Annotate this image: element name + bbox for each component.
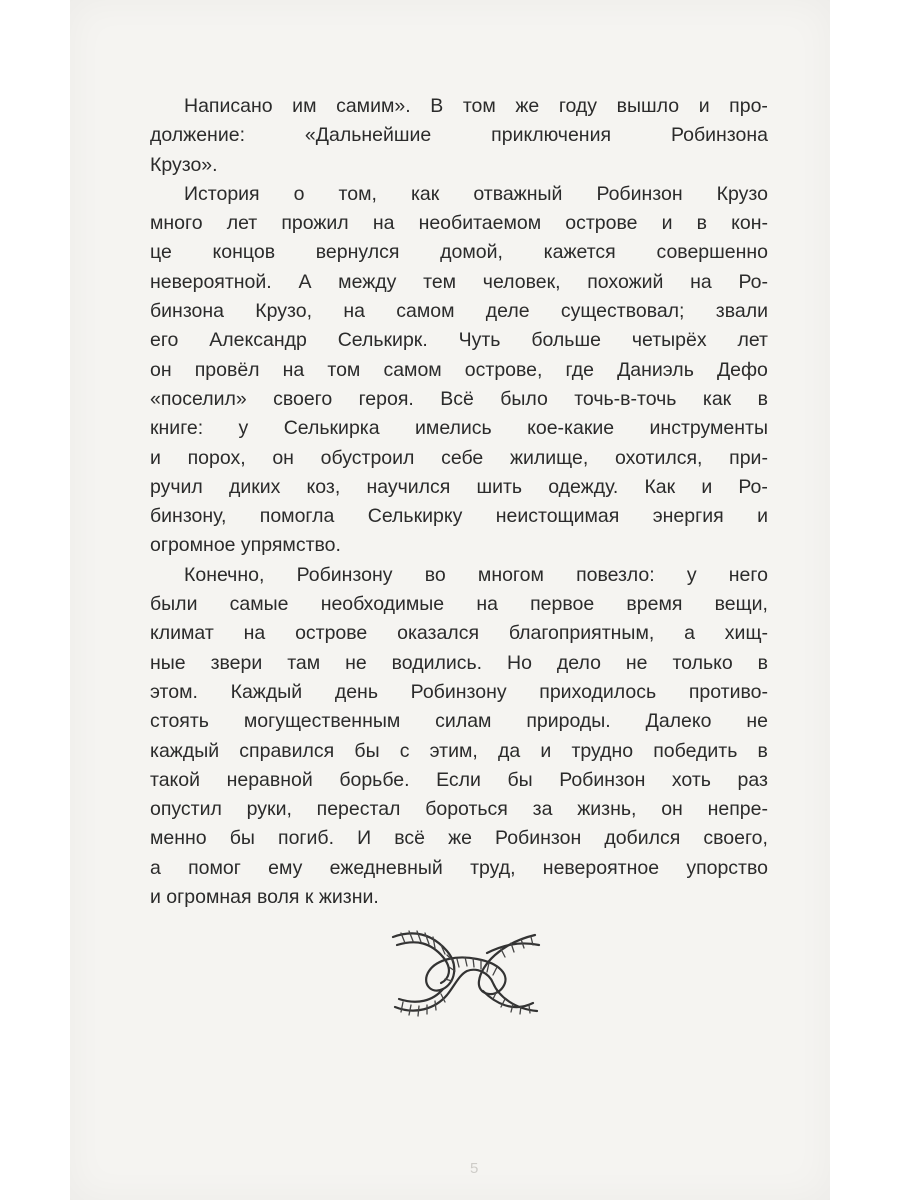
main-text <box>150 92 768 912</box>
text-line: климат на острове оказался благоприятным, а хищ- <box>150 622 768 645</box>
text-line: такой неравной борьбе. Если бы Робинзон хоть раз <box>150 768 768 791</box>
text-line: Крузо». <box>150 153 218 176</box>
text-line: бинзона Крузо, на самом деле существовал; звали <box>150 300 768 323</box>
text-line: и огромная воля к жизни. <box>150 886 379 909</box>
text-line: менно бы погиб. И всё же Робинзон добился своего, <box>150 827 768 850</box>
text-line: огромное упрямство. <box>150 534 341 557</box>
text-line: Написано им самим». В том же году вышло и про- <box>184 95 768 117</box>
text-line: це концов вернулся домой, кажется совершенно <box>150 241 768 264</box>
text-line: этом. Каждый день Робинзону приходилось противо- <box>150 680 768 703</box>
text-line: «поселил» своего героя. Всё было точь-в-точь как в <box>150 387 768 410</box>
page-number: 5 <box>470 1160 479 1177</box>
text-line: стоять могущественным силам природы. Далеко не <box>150 710 768 733</box>
text-line: опустил руки, перестал бороться за жизнь, он непре- <box>150 798 768 821</box>
text-line: его Александр Селькирк. Чуть больше четырёх лет <box>150 329 768 352</box>
text-line: были самые необходимые на первое время вещи, <box>150 593 768 616</box>
text-line: а помог ему ежедневный труд, невероятное упорство <box>150 856 768 879</box>
rope-knot-icon <box>385 925 545 1020</box>
text-line: много лет прожил на необитаемом острове и в кон- <box>150 212 768 235</box>
text-line: книге: у Селькирка имелись кое-какие инструменты <box>150 417 768 440</box>
text-line: каждый справился бы с этим, да и трудно победить в <box>150 739 768 762</box>
text-line: бинзону, помогла Селькирку неистощимая энергия и <box>150 505 768 528</box>
text-line: он провёл на том самом острове, где Даниэль Дефо <box>150 358 768 381</box>
text-line: невероятной. А между тем человек, похожий на Ро- <box>150 270 768 293</box>
text-line: и порох, он обустроил себе жилище, охотился, при- <box>150 446 768 469</box>
text-line: ные звери там не водились. Но дело не только в <box>150 651 768 674</box>
text-line: ручил диких коз, научился шить одежду. Как и Ро- <box>150 475 768 498</box>
text-line: должение: «Дальнейшие приключения Робинзона <box>150 124 768 147</box>
text-line: Конечно, Робинзону во многом повезло: у него <box>184 563 768 586</box>
text-line: История о том, как отважный Робинзон Крузо <box>184 182 768 205</box>
